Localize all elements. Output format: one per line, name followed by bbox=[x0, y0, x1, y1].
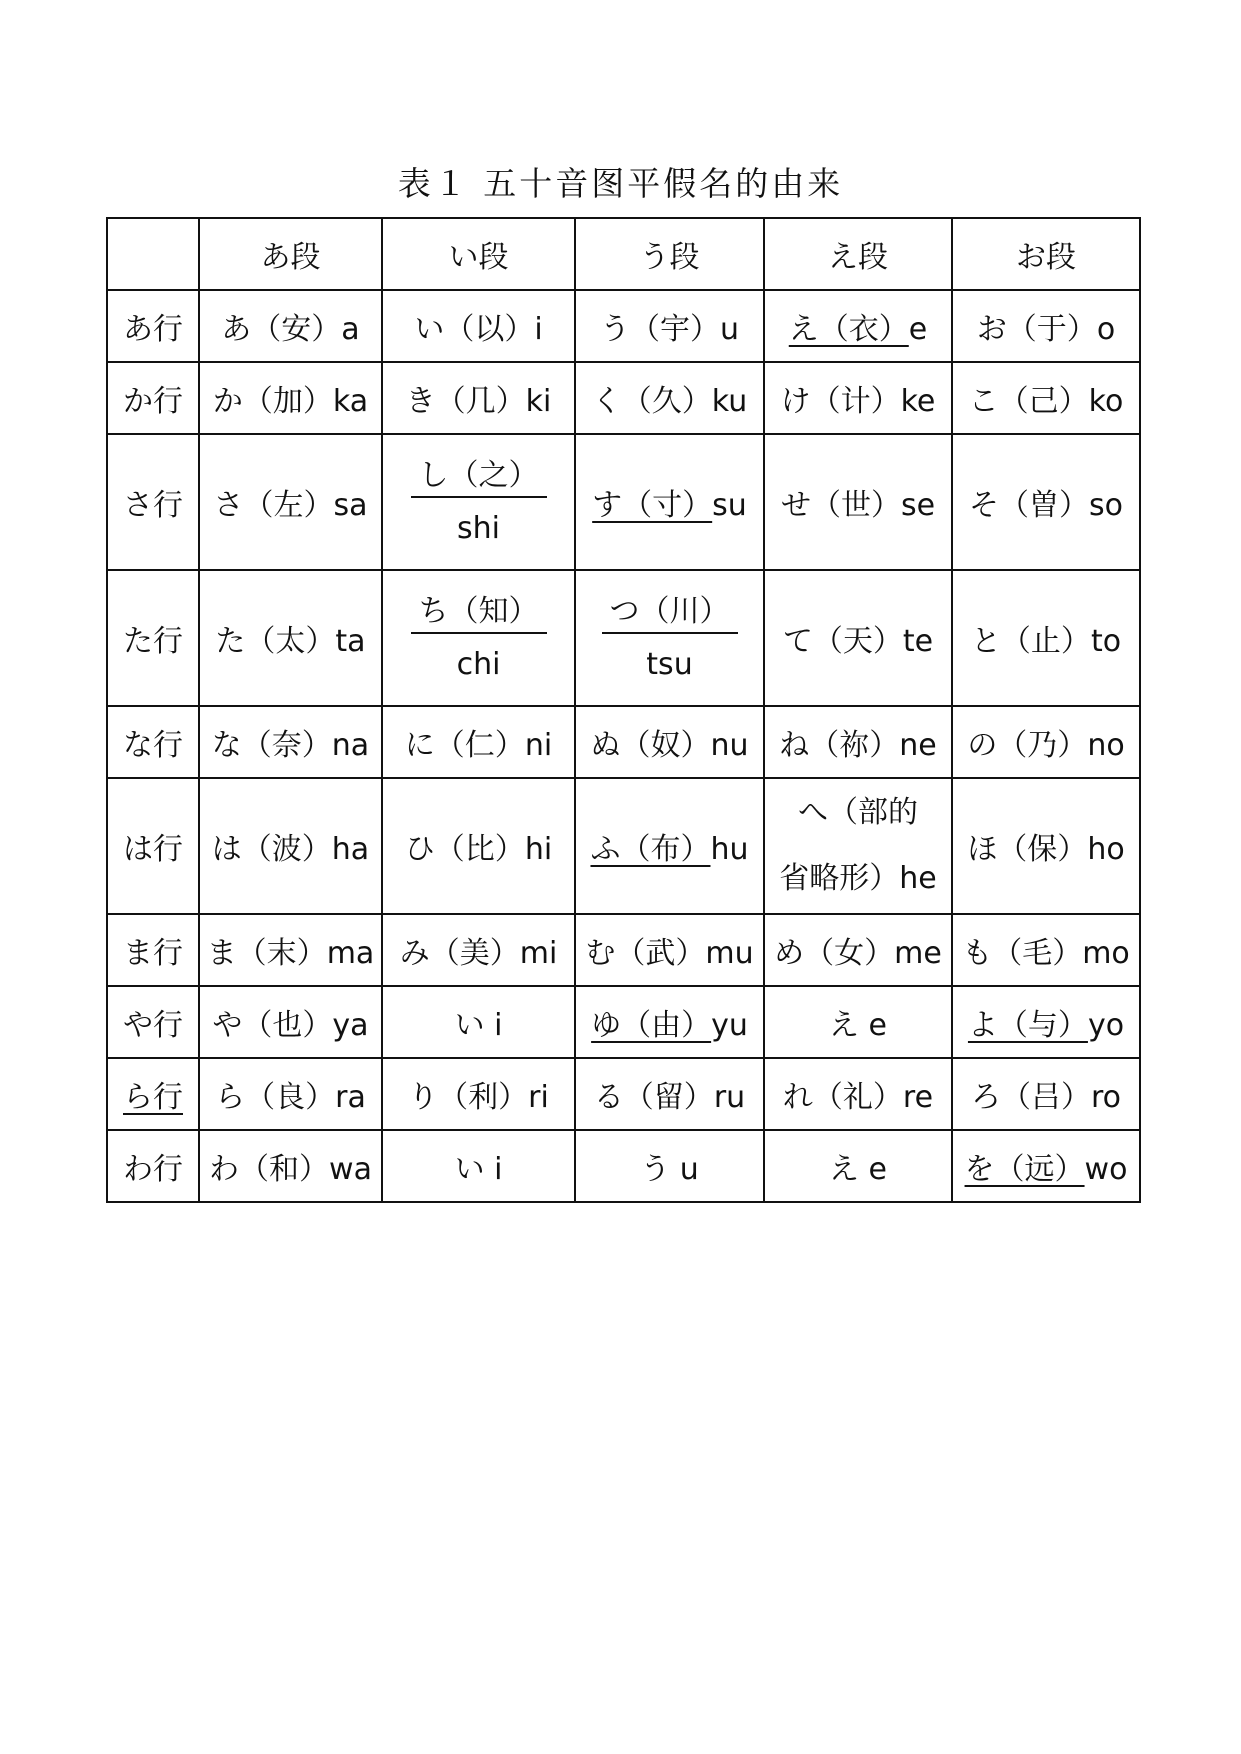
kana-cell bbox=[952, 290, 1140, 362]
header-row bbox=[107, 218, 1140, 290]
kana-plain: い i bbox=[454, 1152, 503, 1187]
kana-origin: さ（左） bbox=[213, 488, 334, 523]
table-row bbox=[107, 914, 1140, 986]
kana-origin: く（久） bbox=[591, 384, 712, 419]
kana-origin: き（几） bbox=[405, 384, 526, 419]
row-label: ま行 bbox=[123, 936, 183, 971]
kana-origin: け（计） bbox=[780, 384, 901, 419]
romaji: ni bbox=[524, 728, 553, 763]
romaji: wo bbox=[1084, 1152, 1128, 1187]
kana-origin: ゆ（由） bbox=[591, 1008, 712, 1043]
romaji: me bbox=[894, 936, 942, 971]
kana-origin: せ（世） bbox=[780, 488, 901, 523]
row-label: か行 bbox=[123, 384, 183, 419]
row-label: ら行 bbox=[123, 1080, 183, 1115]
row-header bbox=[107, 1058, 199, 1130]
kana-cell bbox=[575, 362, 764, 434]
row-header bbox=[107, 914, 199, 986]
romaji: i bbox=[534, 312, 543, 347]
kana-cell bbox=[382, 434, 575, 570]
romaji: chi bbox=[456, 647, 501, 682]
romaji: to bbox=[1090, 624, 1122, 659]
kana-cell bbox=[199, 706, 382, 778]
kana-cell bbox=[199, 778, 382, 914]
kana-origin: い（以） bbox=[414, 312, 535, 347]
kana-cell bbox=[764, 434, 952, 570]
kana-cell bbox=[952, 1058, 1140, 1130]
column-header: お段 bbox=[952, 218, 1140, 290]
row-header bbox=[107, 706, 199, 778]
kana-stack bbox=[576, 595, 763, 681]
romaji: ke bbox=[900, 384, 936, 419]
romaji: ha bbox=[331, 832, 370, 867]
kana-origin: や（也） bbox=[212, 1008, 333, 1043]
kana-cell bbox=[764, 706, 952, 778]
kana-origin: れ（礼） bbox=[782, 1080, 903, 1115]
kana-origin: ほ（保） bbox=[967, 832, 1088, 867]
kana-cell bbox=[952, 362, 1140, 434]
kana-plain: う u bbox=[640, 1152, 699, 1187]
kana-cell bbox=[382, 362, 575, 434]
kana-cell bbox=[952, 914, 1140, 986]
corner-cell bbox=[107, 218, 199, 290]
page-title: 表１ 五十音图平假名的由来 bbox=[397, 164, 844, 203]
kana-cell bbox=[764, 570, 952, 706]
kana-cell bbox=[199, 986, 382, 1058]
row-label: た行 bbox=[123, 624, 183, 659]
table-row bbox=[107, 570, 1140, 706]
kana-twoline bbox=[765, 780, 951, 912]
kana-cell bbox=[764, 1058, 952, 1130]
kana-plain: い i bbox=[454, 1008, 503, 1043]
kana-origin: こ（己） bbox=[968, 384, 1089, 419]
kana-origin: あ（安） bbox=[221, 312, 342, 347]
romaji: re bbox=[902, 1080, 934, 1115]
romaji: mi bbox=[519, 936, 558, 971]
kana-origin: る（留） bbox=[593, 1080, 714, 1115]
kana-origin: む（武） bbox=[585, 936, 706, 971]
kana-origin: た（太） bbox=[215, 624, 336, 659]
kana-origin: を（远） bbox=[964, 1152, 1085, 1187]
romaji: ho bbox=[1087, 832, 1125, 867]
table-row bbox=[107, 1058, 1140, 1130]
kana-plain: え e bbox=[829, 1152, 887, 1187]
kana-origin: は（波） bbox=[211, 832, 332, 867]
kana-origin: ち（知） bbox=[411, 595, 547, 634]
romaji: no bbox=[1087, 728, 1125, 763]
kana-origin: も（毛） bbox=[962, 936, 1083, 971]
kana-cell bbox=[575, 1058, 764, 1130]
romaji: hi bbox=[524, 832, 553, 867]
kana-cell bbox=[764, 1130, 952, 1202]
row-label: は行 bbox=[123, 832, 183, 867]
kana-origin: ね（祢） bbox=[779, 728, 900, 763]
column-header: い段 bbox=[382, 218, 575, 290]
kana-stack bbox=[383, 595, 574, 681]
romaji: yu bbox=[711, 1008, 748, 1043]
kana-cell bbox=[764, 290, 952, 362]
kana-cell bbox=[199, 434, 382, 570]
kana-origin: ふ（布） bbox=[590, 832, 711, 867]
kana-origin: ひ（比） bbox=[404, 832, 525, 867]
kana-cell bbox=[764, 362, 952, 434]
kana-origin: す（寸） bbox=[592, 488, 713, 523]
kana-cell bbox=[575, 434, 764, 570]
kana-origin: そ（曽） bbox=[969, 488, 1089, 523]
kana-origin: わ（和） bbox=[209, 1152, 330, 1187]
kana-origin: よ（与） bbox=[967, 1008, 1088, 1043]
romaji: ka bbox=[332, 384, 369, 419]
kana-cell bbox=[764, 986, 952, 1058]
kana-origin: に（仁） bbox=[404, 728, 525, 763]
row-header bbox=[107, 570, 199, 706]
kana-origin: な（奈） bbox=[211, 728, 332, 763]
row-header bbox=[107, 986, 199, 1058]
romaji: ku bbox=[711, 384, 748, 419]
kana-cell bbox=[952, 434, 1140, 570]
romaji: ma bbox=[326, 936, 375, 971]
kana-cell bbox=[575, 570, 764, 706]
table-row bbox=[107, 778, 1140, 914]
romaji: yo bbox=[1087, 1008, 1125, 1043]
kana-origin: う（宇） bbox=[599, 312, 720, 347]
kana-origin: か（加） bbox=[212, 384, 333, 419]
kana-plain: え e bbox=[829, 1008, 887, 1043]
kana-origin: の（乃） bbox=[967, 728, 1088, 763]
kana-cell bbox=[952, 1130, 1140, 1202]
kana-cell bbox=[382, 1130, 575, 1202]
romaji: tsu bbox=[646, 647, 693, 682]
romaji: so bbox=[1089, 488, 1123, 523]
romaji: su bbox=[712, 488, 747, 523]
kana-cell bbox=[952, 570, 1140, 706]
kana-cell bbox=[952, 706, 1140, 778]
kana-origin: ま（末） bbox=[206, 936, 327, 971]
column-header: え段 bbox=[764, 218, 952, 290]
kana-cell bbox=[952, 778, 1140, 914]
romaji: wa bbox=[329, 1152, 372, 1187]
kana-origin: ら（良） bbox=[215, 1080, 336, 1115]
romaji: ko bbox=[1088, 384, 1124, 419]
romaji: ro bbox=[1090, 1080, 1122, 1115]
kana-cell bbox=[764, 778, 952, 914]
row-header bbox=[107, 362, 199, 434]
romaji: e bbox=[908, 312, 928, 347]
row-label: や行 bbox=[123, 1008, 183, 1043]
gojuon-table bbox=[106, 217, 1141, 1203]
kana-cell bbox=[199, 570, 382, 706]
kana-origin: お（于） bbox=[976, 312, 1097, 347]
romaji: shi bbox=[457, 511, 500, 546]
romaji: mu bbox=[705, 936, 754, 971]
romaji: o bbox=[1096, 312, 1116, 347]
column-header: あ段 bbox=[199, 218, 382, 290]
romaji: te bbox=[902, 624, 934, 659]
kana-origin: て（天） bbox=[782, 624, 903, 659]
romaji: u bbox=[719, 312, 739, 347]
row-label: あ行 bbox=[123, 312, 183, 347]
kana-origin: ろ（吕） bbox=[970, 1080, 1091, 1115]
kana-cell bbox=[382, 914, 575, 986]
kana-cell bbox=[199, 290, 382, 362]
romaji: ta bbox=[335, 624, 366, 659]
kana-cell bbox=[199, 1058, 382, 1130]
kana-cell bbox=[199, 1130, 382, 1202]
kana-cell bbox=[382, 570, 575, 706]
kana-origin: め（女） bbox=[774, 936, 895, 971]
kana-cell bbox=[764, 914, 952, 986]
kana-cell bbox=[382, 290, 575, 362]
kana-origin: え（衣） bbox=[788, 312, 909, 347]
romaji: a bbox=[341, 312, 360, 347]
table-row bbox=[107, 1130, 1140, 1202]
table-row bbox=[107, 434, 1140, 570]
romaji: se bbox=[900, 488, 936, 523]
row-header bbox=[107, 290, 199, 362]
row-header bbox=[107, 434, 199, 570]
kana-origin: み（美） bbox=[399, 936, 520, 971]
romaji: he bbox=[899, 861, 937, 896]
kana-cell bbox=[575, 706, 764, 778]
table-row bbox=[107, 290, 1140, 362]
row-label: わ行 bbox=[123, 1152, 183, 1187]
kana-cell bbox=[382, 706, 575, 778]
kana-cell bbox=[382, 1058, 575, 1130]
kana-cell bbox=[952, 986, 1140, 1058]
romaji: ne bbox=[899, 728, 937, 763]
kana-cell bbox=[575, 1130, 764, 1202]
kana-cell bbox=[382, 778, 575, 914]
row-label: な行 bbox=[123, 728, 183, 763]
kana-cell bbox=[199, 914, 382, 986]
kana-origin: へ（部的 bbox=[798, 795, 918, 830]
table-row bbox=[107, 706, 1140, 778]
kana-origin: り（利） bbox=[408, 1080, 529, 1115]
kana-origin: つ（川） bbox=[602, 595, 738, 634]
romaji: ya bbox=[332, 1008, 369, 1043]
romaji: nu bbox=[710, 728, 749, 763]
romaji: ra bbox=[335, 1080, 366, 1115]
kana-cell bbox=[575, 290, 764, 362]
romaji: ki bbox=[525, 384, 552, 419]
kana-origin: と（止） bbox=[970, 624, 1091, 659]
romaji: na bbox=[331, 728, 370, 763]
kana-cell bbox=[382, 986, 575, 1058]
kana-cell bbox=[575, 778, 764, 914]
kana-origin: し（之） bbox=[411, 459, 547, 498]
romaji: mo bbox=[1082, 936, 1130, 971]
romaji: ri bbox=[528, 1080, 549, 1115]
kana-cell bbox=[199, 362, 382, 434]
kana-origin: ぬ（奴） bbox=[590, 728, 711, 763]
kana-cell bbox=[575, 914, 764, 986]
kana-origin-cont: 省略形） bbox=[779, 861, 900, 896]
romaji: hu bbox=[710, 832, 749, 867]
romaji: sa bbox=[333, 488, 368, 523]
table-row bbox=[107, 986, 1140, 1058]
table-row bbox=[107, 362, 1140, 434]
kana-stack bbox=[383, 459, 574, 545]
kana-cell bbox=[575, 986, 764, 1058]
row-header bbox=[107, 1130, 199, 1202]
row-header bbox=[107, 778, 199, 914]
column-header: う段 bbox=[575, 218, 764, 290]
romaji: ru bbox=[713, 1080, 746, 1115]
row-label: さ行 bbox=[123, 488, 183, 523]
